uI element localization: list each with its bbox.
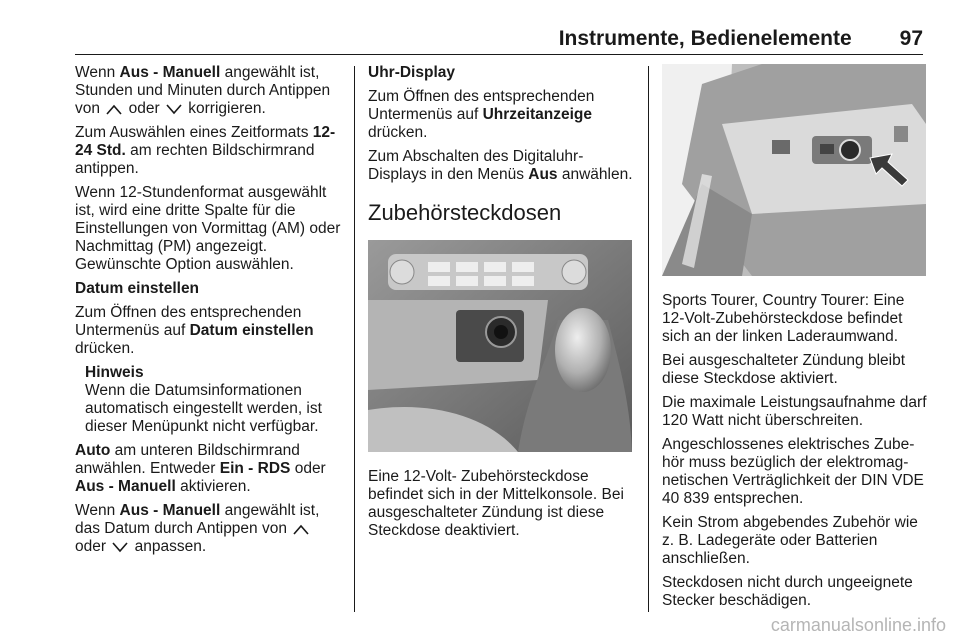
column-3: [662, 64, 930, 616]
paragraph: Wenn 12-Stundenformat ausgewählt ist, wird eine dritte Spalte für die Einstellungen von Vormittag (AM) oder Nachmittag (PM) angezeigt. Gewünschte Option auswählen.: [75, 184, 341, 273]
paragraph: Bei ausgeschalteter Zündung bleibt diese Steckdose aktiviert.: [662, 352, 905, 387]
subheading-datum: Datum einstellen: [75, 280, 200, 297]
note-heading: Hinweis: [85, 364, 144, 381]
subheading-uhr: Uhr-Display: [368, 64, 455, 81]
note-box: [85, 364, 343, 436]
column-divider-1: [354, 66, 355, 612]
paragraph: Kein Strom abgebendes Zubehör wie z. B. Ladegeräte oder Batterien anschließen.: [662, 514, 918, 567]
center-console-photo: [368, 240, 632, 452]
column-2: [368, 64, 636, 546]
paragraph: Zum Abschalten des Digitaluhr-Displays in den Menüs Aus anwählen.: [368, 148, 633, 183]
chevron-up-icon: [106, 103, 122, 115]
figure-caption: Eine 12-Volt- Zubehörsteckdose befindet sich in der Mittelkonsole. Bei ausgeschalteter Zündung ist diese Steckdose deaktiviert.: [368, 468, 624, 539]
paragraph: Steckdosen nicht durch ungeeignete Stecker beschädigen.: [662, 574, 913, 609]
paragraph: Zum Öffnen des entsprechenden Untermenüs auf Uhrzeitanzeige drücken.: [368, 88, 595, 141]
page-header: [75, 24, 923, 55]
paragraph: Auto am unteren Bildschirmrand anwählen. Entweder Ein - RDS oder Aus - Manuell aktivieren.: [75, 442, 326, 495]
note-text: Wenn die Datumsinformationen automatisch eingestellt werden, ist dieser Menüpunkt nicht verfügbar.: [85, 382, 322, 435]
chevron-down-icon: [112, 541, 128, 553]
page-number: 97: [899, 27, 923, 50]
chevron-up-icon: [293, 523, 309, 535]
paragraph: Die maximale Leistungsaufnahme darf 120 Watt nicht überschreiten.: [662, 394, 927, 429]
section-title: Zubehörsteckdosen: [368, 200, 562, 225]
page-title: Instrumente, Bedienelemente: [558, 27, 852, 50]
cargo-area-socket-photo: [662, 64, 926, 276]
chevron-down-icon: [166, 103, 182, 115]
column-divider-2: [648, 66, 649, 612]
paragraph: Wenn Aus - Manuell angewählt ist, Stunden und Minuten durch Antippen von oder korrigieren.: [75, 64, 331, 117]
watermark: carmanualsonline.info: [770, 615, 946, 635]
paragraph: Angeschlossenes elektrisches Zubehör muss bezüglich der elektromagnetischen Verträglichkeit der DIN VDE 40 839 entsprechen.: [662, 436, 924, 507]
paragraph: Sports Tourer, Country Tourer: Eine 12-Volt-Zubehörsteckdose befindet sich an der linken Laderaumwand.: [662, 292, 905, 345]
paragraph: Zum Öffnen des entsprechenden Untermenüs auf Datum einstellen drücken.: [75, 304, 314, 357]
paragraph: Wenn Aus - Manuell angewählt ist, das Datum durch Antippen von oder anpassen.: [75, 502, 320, 555]
paragraph: Zum Auswählen eines Zeitformats 12-24 Std. am rechten Bildschirmrand antippen.: [75, 124, 336, 177]
column-1: [75, 64, 343, 562]
